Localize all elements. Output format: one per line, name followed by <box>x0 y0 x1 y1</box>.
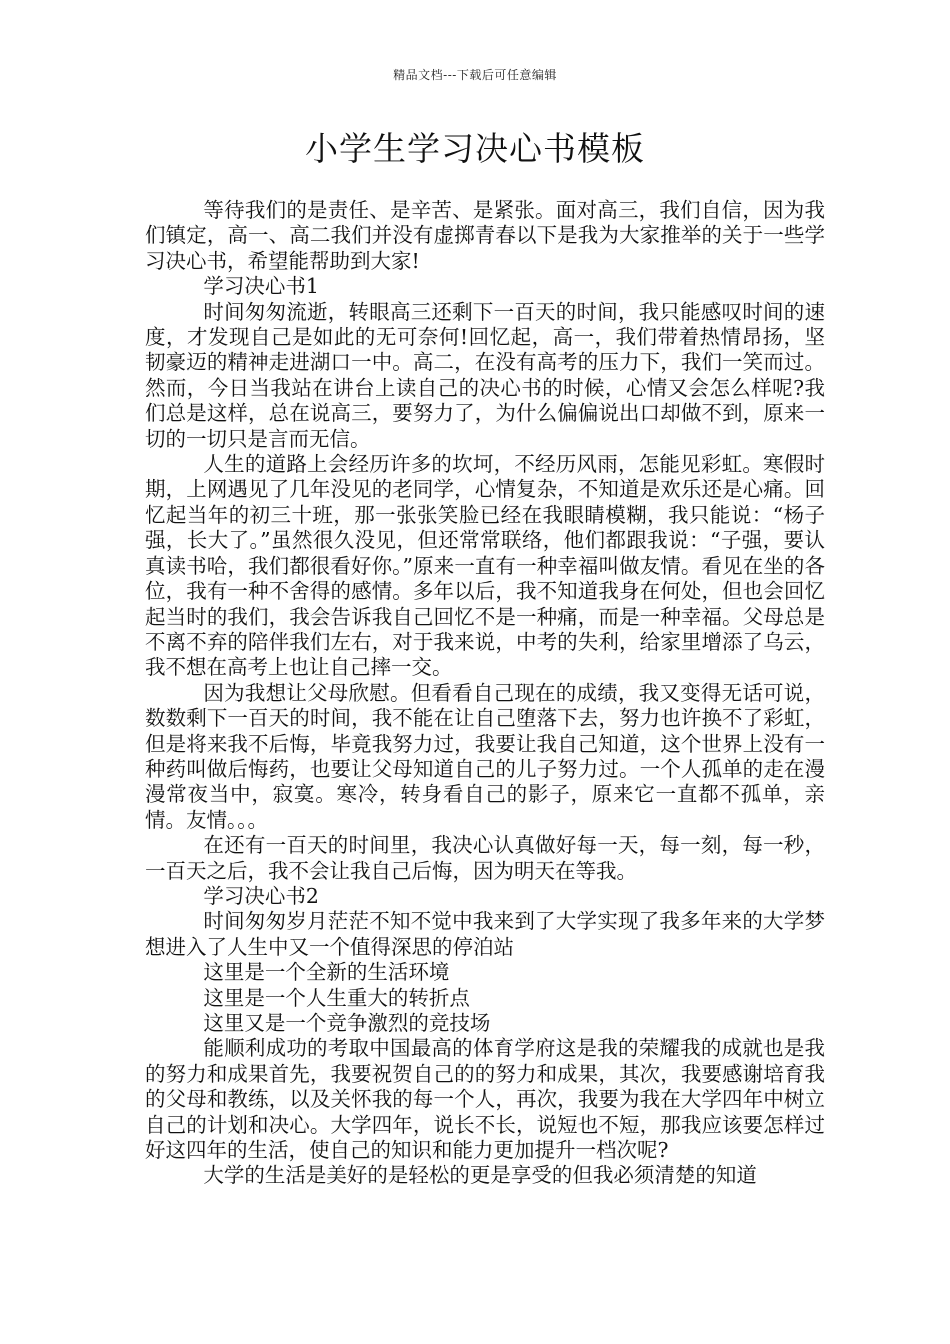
short-line: 这里是一个全新的生活环境 <box>203 960 450 985</box>
section-heading: 学习决心书2 <box>203 883 319 908</box>
paragraph: 因为我想让父母欣慰。但看看自己现在的成绩，我又变得无话可说，数数剩下一百天的时间，我不能在让自己堕落下去，努力也许换不了彩虹，但是将来我不后悔，毕竟我努力过，我要让我自己知道，这个世界上没有一种药叫做后悔药，也要让父母知道自己的儿子努力过。一个人孤单的走在漫漫常夜当中，寂寞。寒冷，转身看自己的影子，原来它一直都不孤单，亲情。友情。。。 <box>145 680 825 832</box>
paragraph: 等待我们的是责任、是辛苦、是紧张。面对高三，我们自信，因为我们镇定，高一、高二我们并没有虚掷青春以下是我为大家推举的关于一些学习决心书，希望能帮助到大家! <box>145 198 825 273</box>
header-note: 精品文档---下载后可任意编辑 <box>393 68 557 82</box>
short-line: 这里是一个人生重大的转折点 <box>203 985 470 1010</box>
paragraph: 大学的生活是美好的是轻松的更是享受的但我必须清楚的知道 <box>203 1163 757 1188</box>
paragraph: 时间匆匆岁月茫茫不知不觉中我来到了大学实现了我多年来的大学梦想进入了人生中又一个值得深思的停泊站 <box>145 909 825 959</box>
paragraph: 在还有一百天的时间里，我决心认真做好每一天，每一刻，每一秒，一百天之后，我不会让我自己后悔，因为明天在等我。 <box>145 833 825 883</box>
short-line: 这里又是一个竞争激烈的竞技场 <box>203 1011 491 1035</box>
paragraph: 能顺利成功的考取中国最高的体育学府这是我的荣耀我的成就也是我的努力和成果首先，我要祝贺自己的的努力和成果，其次，我要感谢培育我的父母和教练，以及关怀我的每一个人，再次，我要为我在大学四年中树立自己的计划和决心。大学四年，说长不长，说短也不短，那我应该要怎样过好这四年的生活，使自己的知识和能力更加提升一档次呢? <box>145 1036 825 1163</box>
section-heading: 学习决心书1 <box>203 274 319 299</box>
document-body <box>145 198 825 1189</box>
document-title: 小学生学习决心书模板 <box>305 129 645 168</box>
paragraph: 人生的道路上会经历许多的坎坷，不经历风雨，怎能见彩虹。寒假时期，上网遇见了几年没见的老同学，心情复杂，不知道是欢乐还是心痛。回忆起当年的初三十班，那一张张笑脸已经在我眼睛模糊，我只能说：“杨子强，长大了。”虽然很久没见，但还常常联络，他们都跟我说：“子强，要认真读书哈，我们都很看好你。”原来一直有一种幸福叫做友情。看见在坐的各位，我有一种不舍得的感情。多年以后，我不知道我身在何处，但也会回忆起当时的我们，我会告诉我自己回忆不是一种痛，而是一种幸福。父母总是不离不弃的陪伴我们左右，对于我来说，中考的失利，给家里增添了乌云，我不想在高考上也让自己摔一交。 <box>145 452 825 680</box>
paragraph: 时间匆匆流逝，转眼高三还剩下一百天的时间，我只能感叹时间的速度，才发现自己是如此的无可奈何!回忆起，高一，我们带着热情昂扬，坚韧豪迈的精神走进湖口一中。高二，在没有高考的压力下，我们一笑而过。然而，今日当我站在讲台上读自己的决心书的时候，心情又会怎么样呢?我们总是这样，总在说高三，要努力了，为什么偏偏说出口却做不到，原来一切的一切只是言而无信。 <box>145 299 825 451</box>
